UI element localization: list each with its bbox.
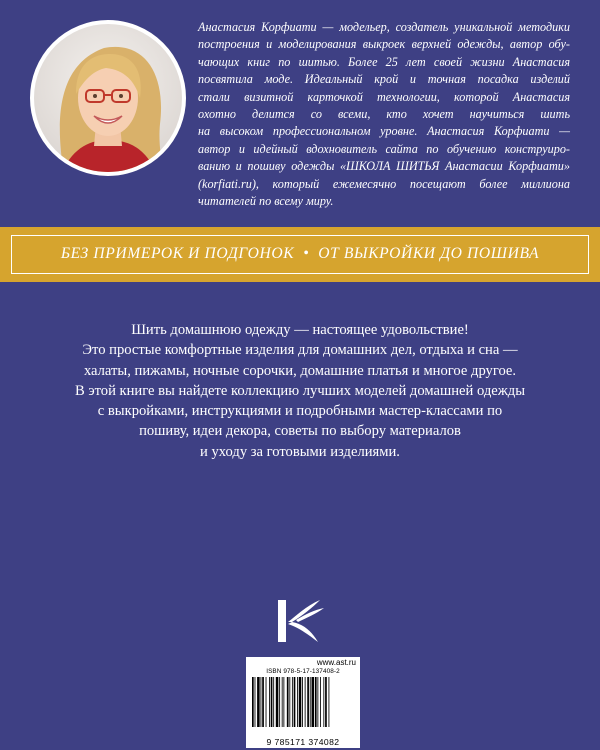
bio-line: (korfiati.ru), который ежемесячно посещают более миллиона <box>198 176 570 191</box>
barcode-bar <box>271 677 273 727</box>
barcode-bar <box>287 677 289 727</box>
tagline-band <box>0 227 600 282</box>
isbn-text: ISBN 978-5-17-137408-2 <box>266 668 340 675</box>
description-line: и уходу за готовыми изделиями. <box>200 443 400 460</box>
tagline-frame <box>11 235 589 274</box>
description-line: Шить домашнюю одежду — настоящее удовольствие! <box>131 322 469 338</box>
barcode-bar <box>307 677 309 727</box>
description-line: Это простые комфортные изделия для домашних дел, отдыха и сна — <box>82 342 518 359</box>
description-line: В этой книге вы найдете коллекцию лучших моделей домашней одежды <box>74 382 526 399</box>
barcode-bar <box>315 677 317 727</box>
barcode-bar <box>261 677 262 727</box>
barcode-bars <box>250 677 356 737</box>
barcode-bar <box>252 677 254 727</box>
publisher-website: www.ast.ru <box>316 658 356 667</box>
barcode-bar <box>312 677 315 727</box>
barcode-bar <box>329 677 330 727</box>
tagline-left: БЕЗ ПРИМЕРОК И ПОДГОНОК <box>60 245 295 262</box>
ast-publisher-logo-icon <box>276 598 326 644</box>
barcode-bar <box>317 677 318 727</box>
author-portrait-image <box>34 24 182 172</box>
description-line: пошиву, идеи декора, советы по выбору материалов <box>139 423 461 440</box>
bio-line: построения и моделирования выкроек верхней одежды, автор обу- <box>198 37 570 52</box>
barcode-bar <box>269 677 270 727</box>
tagline-right: ОТ ВЫКРОЙКИ ДО ПОШИВА <box>318 245 540 262</box>
barcode-bar <box>320 677 321 727</box>
barcode-bar <box>273 677 274 727</box>
barcode-bar <box>292 677 293 727</box>
barcode-bar <box>294 677 296 727</box>
barcode-bar <box>302 677 303 727</box>
tagline <box>12 236 588 272</box>
bio-line: ванию и пошиву одежды «ШКОЛА ШИТЬЯ Анастасии Корфиати» <box>198 159 570 174</box>
barcode-bar <box>262 677 264 727</box>
barcode-bar <box>310 677 311 727</box>
description-line: халаты, пижамы, ночные сорочки, домашние платья и многое другое. <box>83 362 517 379</box>
barcode-digits: 9 785171 374082 <box>246 737 360 748</box>
book-description <box>0 320 600 462</box>
barcode-bar <box>282 677 283 727</box>
author-photo <box>30 20 186 176</box>
bio-line: стали визитной карточкой технологии, которой Анастасия <box>198 89 570 104</box>
barcode-bar <box>299 677 302 727</box>
barcode-bar <box>279 677 280 727</box>
bio-line: охотно делится со всеми, кто хочет научиться шить <box>198 107 570 122</box>
barcode-bar <box>289 677 290 727</box>
bio-line: посвятила моде. Идеальный крой и точная посадка изделий <box>198 72 570 87</box>
barcode-bar <box>297 677 298 727</box>
barcode-label <box>246 657 360 748</box>
bio-line: автор и идейный вдохновитель сайта по обучению конструиро- <box>198 141 570 156</box>
bullet-separator: • <box>303 245 310 262</box>
barcode-bar <box>255 677 256 727</box>
barcode-bar <box>266 677 267 727</box>
barcode-bar <box>283 677 284 727</box>
bio-line: читателей по всему миру. <box>198 194 334 209</box>
bio-line: чающих книг по шитью. Более 25 лет своей жизни Анастасия <box>198 54 570 69</box>
barcode-bar <box>305 677 306 727</box>
bio-line: Анастасия Корфиати — модельер, создатель уникальной методики <box>198 20 570 34</box>
barcode-bar <box>276 677 279 727</box>
author-bio <box>198 19 570 210</box>
barcode-bar <box>257 677 260 727</box>
description-line: с выкройками, инструкциями и подробными мастер-классами по <box>97 403 503 420</box>
barcode-bar <box>323 677 324 727</box>
barcode-bar <box>325 677 327 727</box>
bio-line: на высоком профессиональном уровне. Анастасия Корфиати — <box>198 124 570 139</box>
